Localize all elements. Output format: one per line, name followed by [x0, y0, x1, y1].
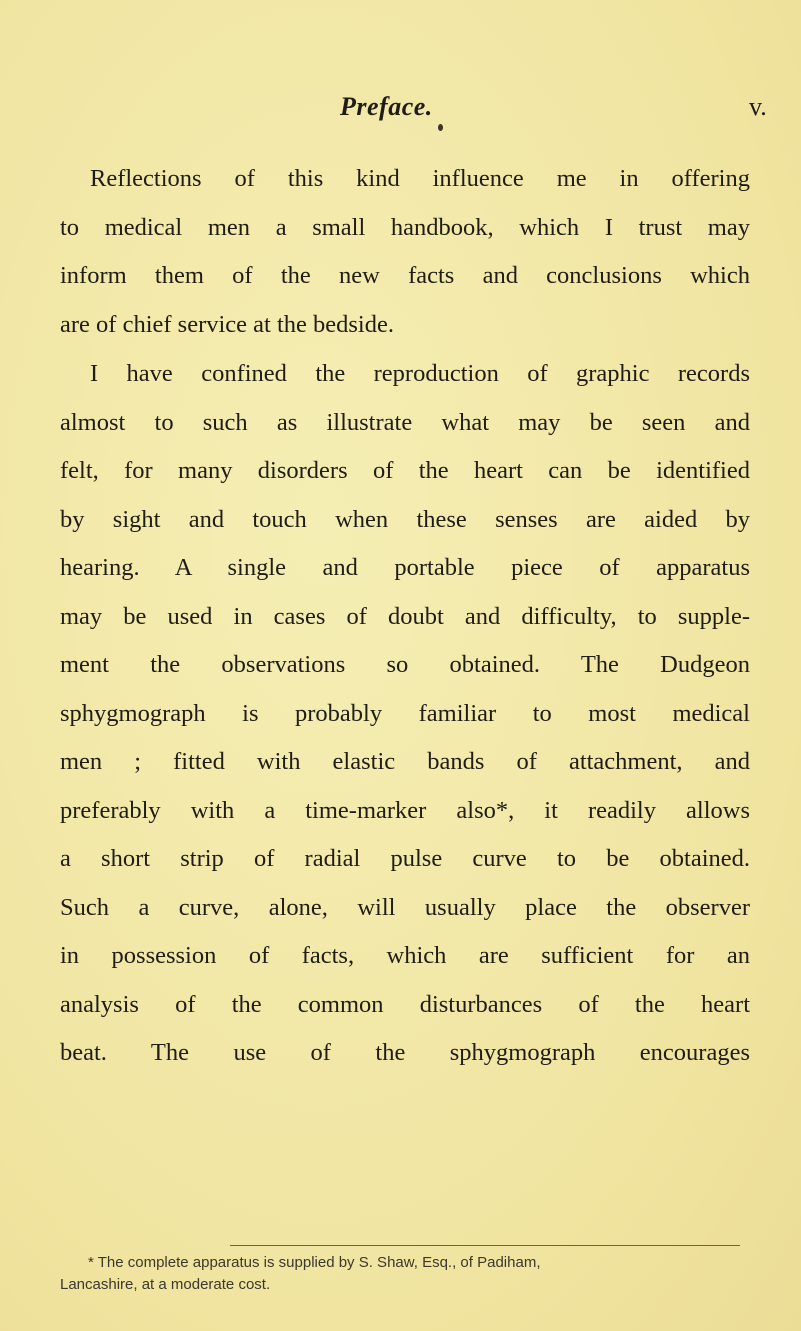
text-line: felt, for many disorders of the heart can be identified	[60, 457, 750, 484]
ink-speck	[438, 124, 443, 131]
page-number: v.	[749, 92, 767, 121]
text-line: almost to such as illustrate what may be seen and	[60, 408, 750, 436]
text-line: by sight and touch when these senses are aided by	[60, 505, 750, 533]
text-line: analysis of the common disturbances of the heart	[60, 990, 750, 1018]
text-line: inform them of the new facts and conclusions which	[60, 262, 750, 289]
running-head	[0, 92, 801, 132]
text-line: in possession of facts, which are sufficient for an	[60, 942, 750, 969]
text-line: ment the observations so obtained. The Dudgeon	[60, 651, 750, 678]
running-title: Preface.	[340, 92, 433, 121]
text-line: a short strip of radial pulse curve to be obtained.	[60, 845, 750, 872]
text-line: Such a curve, alone, will usually place the observer	[60, 893, 750, 921]
text-line: are of chief service at the bedside.	[60, 310, 394, 338]
text-line: hearing. A single and portable piece of apparatus	[60, 554, 750, 581]
footnote-rule	[230, 1245, 740, 1246]
paragraph-2	[60, 350, 750, 1078]
paragraph-1	[60, 155, 750, 349]
text-line: preferably with a time-marker also*, it readily allows	[60, 796, 750, 824]
footnote	[60, 1252, 740, 1296]
text-line: Reflections of this kind influence me in offering	[90, 165, 750, 192]
text-line: sphygmograph is probably familiar to most medical	[60, 699, 750, 727]
text-line: I have confined the reproduction of graphic records	[90, 360, 750, 387]
text-line: men ; fitted with elastic bands of attachment, and	[60, 748, 750, 775]
text-line: to medical men a small handbook, which I trust may	[60, 213, 750, 241]
footnote-line: * The complete apparatus is supplied by S. Shaw, Esq., of Padiham,	[88, 1254, 541, 1271]
text-line: beat. The use of the sphygmograph encourages	[60, 1039, 750, 1066]
text-line: may be used in cases of doubt and difficulty, to supple-	[60, 602, 750, 630]
footnote-line: Lancashire, at a moderate cost.	[60, 1276, 271, 1293]
